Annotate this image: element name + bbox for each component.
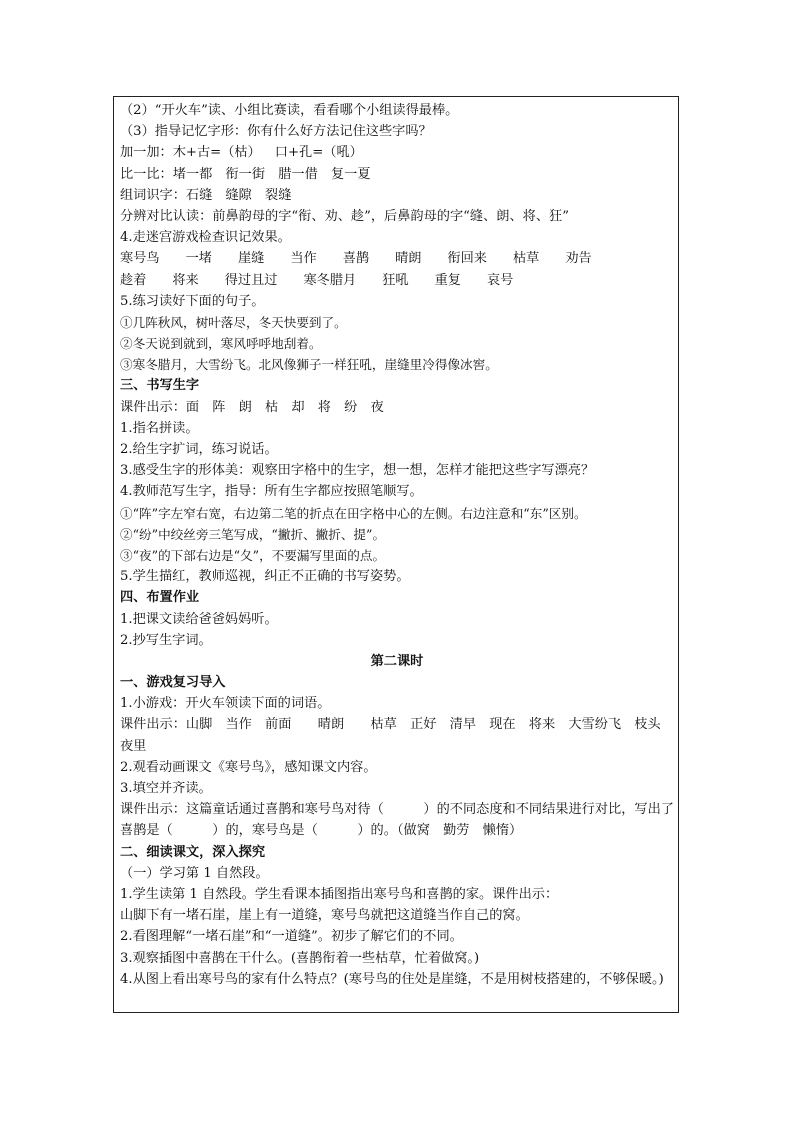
text-line: 5.学生描红，教师巡视，纠正不正确的书写姿势。: [120, 569, 410, 585]
text-line: 1.小游戏：开火车领读下面的词语。: [120, 696, 331, 712]
section-heading: 二、细读课文，深入探究: [120, 844, 266, 860]
sentence: ③寒冬腊月，大雪纷飞。北风像狮子一样狂吼，崖缝里冷得像冰窖。: [120, 357, 498, 373]
word: 枯草: [513, 251, 540, 267]
word: 狂吼: [382, 272, 409, 288]
text-line: 1.把课文读给爸爸妈妈听。: [120, 611, 278, 627]
text-line: 2.观看动画课文《寒号鸟》，感知课文内容。: [120, 759, 377, 775]
word: 当作: [290, 251, 317, 267]
text-line: （2）“开火车”读、小组比赛读，看看哪个小组读得最棒。: [120, 103, 459, 118]
sentence: ①几阵秋风，树叶落尽，冬天快要到了。: [120, 314, 347, 330]
lesson-title: 第二课时: [370, 653, 424, 669]
writing-tip: ③“夜”的下部右边是“夂”，不要漏写里面的点。: [120, 547, 386, 563]
text-line: 2.给生字扩词，练习说话。: [120, 442, 278, 457]
fill-blank-paragraph: 课件出示：这篇童话通过喜鹊和寒号鸟对待（ ）的不同态度和不同结果进行对比，写出了喜鹊是（ ）的，寒号鸟是（ ）的。（做窝 勤劳 懒惰）: [120, 802, 674, 839]
word: 喜鹊: [342, 251, 370, 267]
word: 寒冬腊月: [303, 272, 357, 288]
word-list-row-1: [120, 248, 674, 269]
word: 晴朗: [395, 251, 422, 267]
text-line: 2.看图理解“一堵石崖”和“一道缝”。初步了解它们的不同。: [120, 929, 463, 945]
lesson-plan-table-cell: [113, 96, 679, 1013]
text-line: 4.教师范写生字，指导：所有生字都应按照笔顺写。: [120, 484, 423, 500]
word-addition-2: 口+孔=（吼）: [274, 145, 363, 161]
text-line: （3）指导记忆字形：你有什么好方法记住这些字吗？: [120, 124, 432, 140]
text-line: 山脚下有一堵石崖，崖上有一道缝，寒号鸟就把这道缝当作自己的窝。: [120, 908, 529, 924]
word: 得过且过: [224, 272, 278, 288]
word: 将来: [172, 272, 199, 288]
text-line: 1.指名拼读。: [120, 420, 199, 436]
word: 崖缝: [237, 251, 265, 267]
section-heading: 一、游戏复习导入: [120, 675, 226, 691]
sentence: ②冬天说到就到，寒风呼呼地刮着。: [120, 336, 322, 352]
word: 一堵: [185, 251, 212, 267]
word: 寒号鸟: [120, 251, 160, 267]
text-line: 分辨对比认读：前鼻韵母的字“衔、劝、趁”，后鼻韵母的字“缝、朗、将、狂”: [120, 208, 569, 224]
text-line: 1.学生读第 1 自然段。学生看课本插图指出寒号鸟和喜鹊的家。课件出示：: [120, 886, 559, 902]
text-line: 3.填空并齐读。: [120, 781, 212, 797]
text-line: 4.走迷宫游戏检查识记效果。: [120, 230, 291, 246]
text-line: （一）学习第 1 自然段。: [120, 865, 269, 881]
text-line: 5.练习读好下面的句子。: [120, 293, 265, 309]
text-line: 课件出示：山脚 当作 前面 晴朗 枯草 正好 清早 现在 将来 大雪纷飞 枝头: [120, 717, 661, 733]
text-line: 4.从图上看出寒号鸟的家有什么特点？(寒号鸟的住处是崖缝，不是用树枝搭建的，不够保暖。): [120, 971, 664, 987]
text-line: [120, 142, 674, 163]
text-line: 课件出示：面 阵 朗 枯 却 将 纷 夜: [120, 399, 384, 415]
text-line: 组词识字：石缝 缝隙 裂缝: [120, 187, 292, 203]
section-heading: 四、布置作业: [120, 590, 200, 606]
text-line: 夜里: [120, 738, 147, 754]
section-heading: 三、书写生字: [120, 378, 200, 394]
text-line: 比一比：堵一都 衔一街 腊一借 复一夏: [120, 166, 371, 182]
word: 劝告: [565, 251, 592, 267]
text-line: 3.感受生字的形体美：观察田字格中的生字，想一想，怎样才能把这些字写漂亮？: [120, 463, 595, 479]
lesson-content: [120, 100, 674, 990]
word: 重复: [434, 272, 461, 288]
writing-tip: ②“纷”中绞丝旁三笔写成，“撇折、撇折、提”。: [120, 526, 386, 542]
text-line: 2.抄写生字词。: [120, 632, 212, 648]
word-addition: 加一加：木+古=（枯）: [120, 145, 261, 161]
word: 哀号: [487, 272, 514, 288]
word: 趁着: [120, 272, 147, 288]
word: 衔回来: [447, 251, 487, 267]
text-line: 3.观察插图中喜鹊在干什么。(喜鹊衔着一些枯草，忙着做窝。): [120, 950, 480, 966]
writing-tip: ①“阵”字左窄右宽，右边第二笔的折点在田字格中心的左侧。右边注意和“东”区别。: [120, 505, 587, 521]
word-list-row-2: [120, 270, 674, 291]
